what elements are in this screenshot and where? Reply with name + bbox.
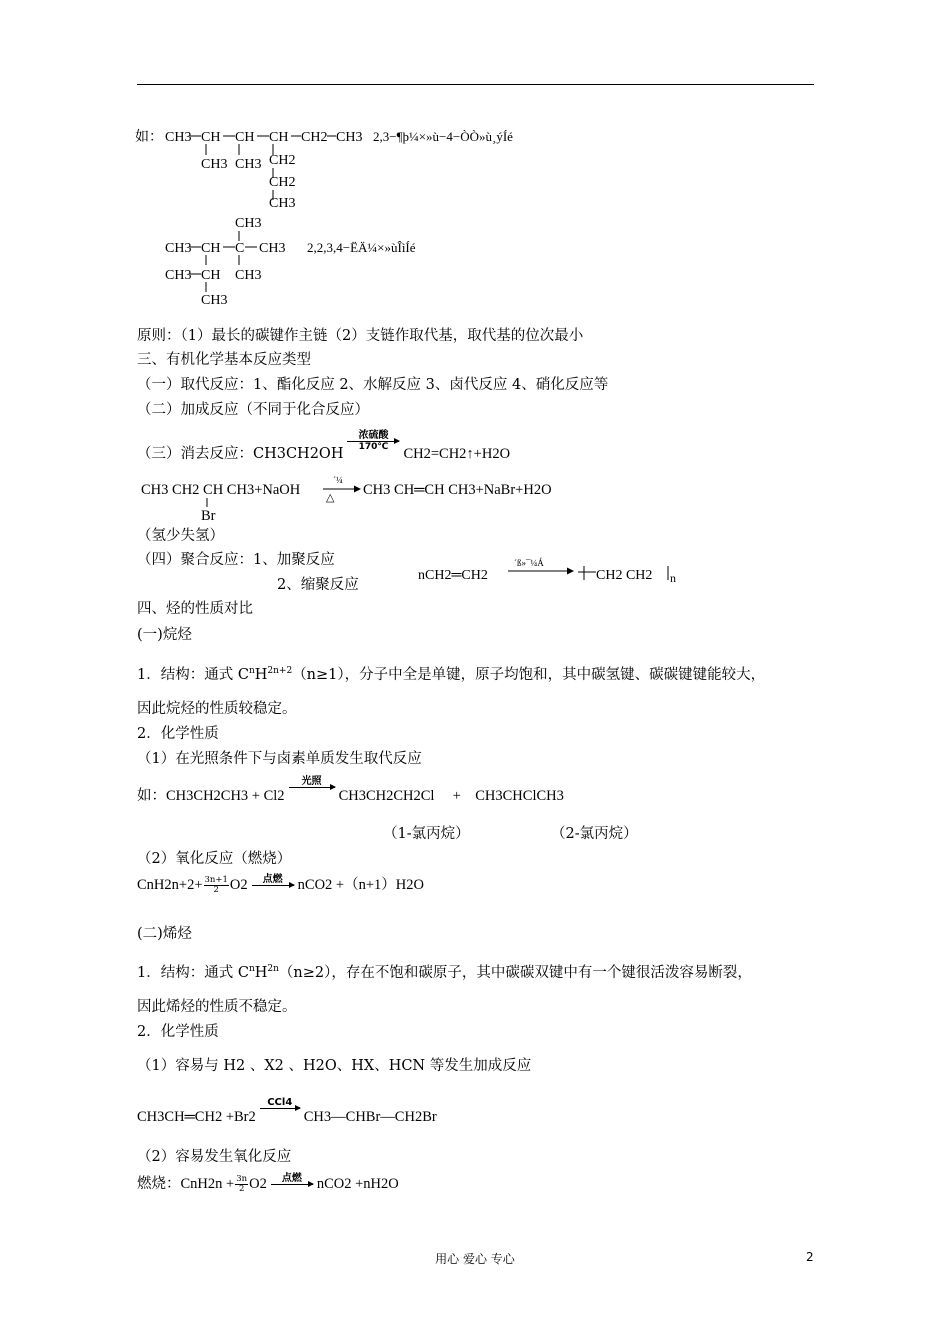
header-rule (137, 84, 814, 85)
alkane-structure-post: （n≥1），分子中全是单键，原子均饱和，其中碳氢键、碳碳键键能较大， (292, 667, 766, 683)
alkene-structure-pre: 1．结构：通式 C (137, 965, 249, 981)
elimination-bromopropane (137, 474, 597, 522)
s2-r1: CH3 (165, 268, 192, 283)
s1-b1: CH3 (201, 157, 228, 172)
elim2-arrow-bottom: △ (326, 492, 335, 504)
s1-b3: CH2 (269, 153, 296, 168)
condensation-label: 2、缩聚反应 (277, 577, 359, 593)
elimination-arrow-bottom: 170℃ (358, 442, 389, 452)
alkene-rx2-arrow (271, 1173, 313, 1195)
structure-2-2-3-4-tetramethylpentane (163, 212, 463, 308)
alkene-reaction-2 (137, 1173, 399, 1195)
alkane-product-name-2: （2-氯丙烷） (551, 826, 638, 842)
structure-2-3-dimethyl-4-ethylhexane (135, 122, 585, 214)
polymerization-label: （四）聚合反应：1、加聚反应 (137, 552, 335, 568)
alkane-sub-n: n (248, 666, 255, 676)
alkane-rx1-arrow-label: 光照 (301, 776, 322, 787)
s2-top: CH3 (235, 216, 262, 231)
alkene-structure-line2: 因此烯烃的性质不稳定。 (137, 999, 297, 1015)
s2-c1: CH3 (165, 241, 192, 256)
alkene-chem-2: （2）容易发生氧化反应 (137, 1149, 292, 1165)
alkane-rx1-left: 如：CH3CH2CH3 + Cl2 (137, 788, 285, 804)
alkene-rx1-arrow (260, 1097, 300, 1119)
alkene-rx1-arrow-label: CCl4 (267, 1097, 293, 1108)
principle-text: 原则：（1）最长的碳键作主链（2）支链作取代基，取代基的位次最小 (137, 328, 584, 344)
struct1-name: 2,3−¶þ¼×»ù−4−ÒÒ»ù¸ýÍé (373, 129, 513, 144)
alkane-h: H (254, 667, 268, 683)
elim2-arrow-top: ´¼ (333, 475, 343, 485)
alkane-structure-pre: 1．结构：通式 C (137, 667, 249, 683)
section-3-title: 三、有机化学基本反应类型 (137, 352, 311, 368)
alkene-rx2-right: nCO2 +nH2O (316, 1176, 399, 1192)
elimination-arrow (347, 430, 399, 452)
s2-r2: CH (201, 268, 221, 283)
alkene-title: (二)烯烃 (137, 926, 192, 942)
alkene-rx2-o2: O2 (249, 1176, 267, 1192)
alkane-rx2-left: CnH2n+2+ (137, 877, 203, 893)
elimination-line (137, 430, 510, 463)
alkane-chem-title: 2．化学性质 (137, 726, 219, 742)
alkane-sub-2n2: 2n+2 (267, 666, 293, 676)
s2-bottom: CH3 (201, 293, 228, 308)
struct2-name: 2,2,3,4−ËÄ¼×»ùÎìÍé (307, 240, 416, 255)
s1-c3: CH (235, 130, 255, 145)
addition-reactions: （二）加成反应（不同于化合反应） (137, 402, 369, 418)
s1-b5: CH3 (269, 196, 296, 211)
polymerization-equation (416, 552, 696, 588)
alkene-structure: 1．结构：通式 $C^nH^{2n}(n\ge 2)$，存在不饱和碳原子，其中碳碳双键中有一个键很活泼容易断裂， (137, 964, 752, 981)
alkane-rx2-arrow-label: 点燃 (262, 874, 283, 885)
elimination-product: CH2=CH2↑+H2O (403, 446, 511, 462)
poly-n: n (670, 571, 676, 585)
poly-arrow-top: ´ß»¯¼Á (514, 558, 544, 568)
alkene-rx2-fraction: $\frac{3n}{2}$ (236, 1173, 248, 1194)
alkane-reaction-2 (137, 874, 424, 896)
alkene-reaction-1 (137, 1097, 437, 1126)
s1-b2: CH3 (235, 157, 262, 172)
s2-c3: C (235, 241, 245, 256)
struct1-prefix: 如： (135, 130, 163, 145)
elim2-left: CH3 CH2 CH CH3+NaOH (141, 482, 301, 498)
s1-c6: CH3 (336, 130, 363, 145)
alkene-structure-post: （n≥2），存在不饱和碳原子，其中碳碳双键中有一个键很活泼容易断裂， (278, 965, 752, 981)
alkane-structure (137, 662, 765, 684)
alkane-reaction-1 (137, 776, 564, 805)
elimination-arrow-top: 浓硫酸 (358, 430, 389, 441)
alkene-rx2-arrow-label: 点燃 (281, 1173, 302, 1184)
note-hydrogen: （氢少失氢） (137, 528, 224, 544)
s1-b4: CH2 (269, 175, 296, 190)
alkane-rx1-right: CH3CH2CH2Cl + CH3CHClCH3 (338, 788, 564, 804)
alkane-chem-2: （2）氧化反应（燃烧） (137, 851, 292, 867)
poly-reactant: nCH2═CH2 (418, 568, 488, 583)
alkene-chem-title: 2．化学性质 (137, 1024, 219, 1040)
section-4-title: 四、烃的性质对比 (137, 601, 253, 617)
s2-c2: CH (201, 241, 221, 256)
s1-c4: CH (269, 130, 289, 145)
alkane-rx2-right: nCO2 +（n+1）H2O (297, 877, 424, 893)
alkane-rx2-arrow (252, 874, 294, 896)
alkene-rx2-left: 燃烧：CnH2n + (137, 1176, 235, 1192)
alkane-product-name-1: （1-氯丙烷） (383, 826, 470, 842)
s1-c2: CH (201, 130, 221, 145)
s1-c5: CH2 (301, 130, 328, 145)
alkane-rx2-fraction: $\frac{3n+1}{2}$ (204, 874, 228, 895)
alkene-rx1-left: CH3CH═CH2 +Br2 (137, 1109, 256, 1125)
s2-c4: CH3 (259, 241, 286, 256)
alkane-rx2-o2: O2 (229, 877, 248, 893)
alkene-chem-1: （1）容易与 H2 、X2 、H2O、HX、HCN 等发生加成反应 (137, 1058, 532, 1074)
alkane-structure-line2: 因此烷烃的性质较稳定。 (137, 701, 297, 717)
poly-product: CH2 CH2 (596, 568, 653, 583)
substitution-reactions: （一）取代反应：1、酯化反应 2、水解反应 3、卤代反应 4、硝化反应等 (137, 377, 609, 393)
page-number: 2 (806, 1250, 814, 1264)
alkane-rx1-arrow (289, 776, 335, 798)
s1-c1: CH3 (165, 130, 192, 145)
elim2-sub: Br (201, 508, 216, 522)
s2-r3: CH3 (235, 268, 262, 283)
alkane-title: (一)烷烃 (137, 627, 192, 643)
elim2-right: CH3 CH═CH CH3+NaBr+H2O (363, 482, 552, 498)
alkane-chem-1: （1）在光照条件下与卤素单质发生取代反应 (137, 751, 422, 767)
page-footer: 用心 爱心 专心 (435, 1252, 515, 1266)
alkene-rx1-right: CH3—CHBr—CH2Br (303, 1109, 437, 1125)
elimination-label: （三）消去反应：CH3CH2OH (137, 446, 344, 462)
